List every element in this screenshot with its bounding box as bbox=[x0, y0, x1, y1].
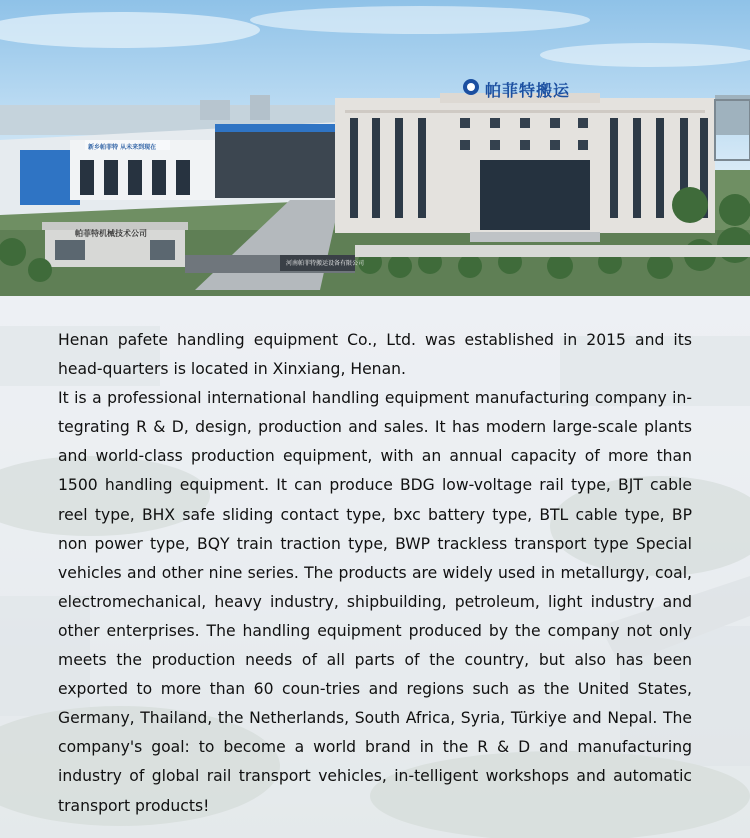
gatehouse-sign: 帕菲特机械技术公司 bbox=[75, 229, 147, 238]
hall-sign: 新乡帕菲特 从未来到现在 bbox=[88, 144, 157, 151]
intro-paragraph: Henan pafete handling equipment Co., Ltd. was established in 2015 and its head-quarters is located in Xinxiang, Henan. bbox=[58, 331, 692, 379]
building-sign: 帕菲特搬运 bbox=[485, 81, 571, 100]
gate-sign: 河南帕菲特搬运设备有限公司 bbox=[286, 260, 365, 267]
company-introduction bbox=[58, 326, 692, 821]
details-paragraph: It is a professional international handling equipment manufacturing company in-tegrating R & D, design, production and sales. It has modern large-scale plants and world-class production equipment, with an annual capacity of more than 1500 handling equipment. It can produce BDG low-voltage rail type, BJT cable reel type, BHX safe sliding contact type, bxc battery type, BTL cable type, BP non power type, BQY train traction type, BWP trackless transport type Special vehicles and other nine series. The products are widely used in metallurgy, coal, electromechanical, heavy industry, shipbuilding, petroleum, light industry and other enterprises. The handling equipment produced by the company not only meets the production needs of all parts of the country, but also has been exported to more than 60 coun-tries and regions such as the United States, Germany, Thailand, the Netherlands, South Africa, Syria, Türkiye and Nepal. The company's goal: to become a world brand in the R & D and manufacturing industry of global rail transport vehicles, in-telligent workshops and automatic transport products! bbox=[58, 389, 692, 815]
factory-aerial-photo bbox=[0, 0, 750, 296]
